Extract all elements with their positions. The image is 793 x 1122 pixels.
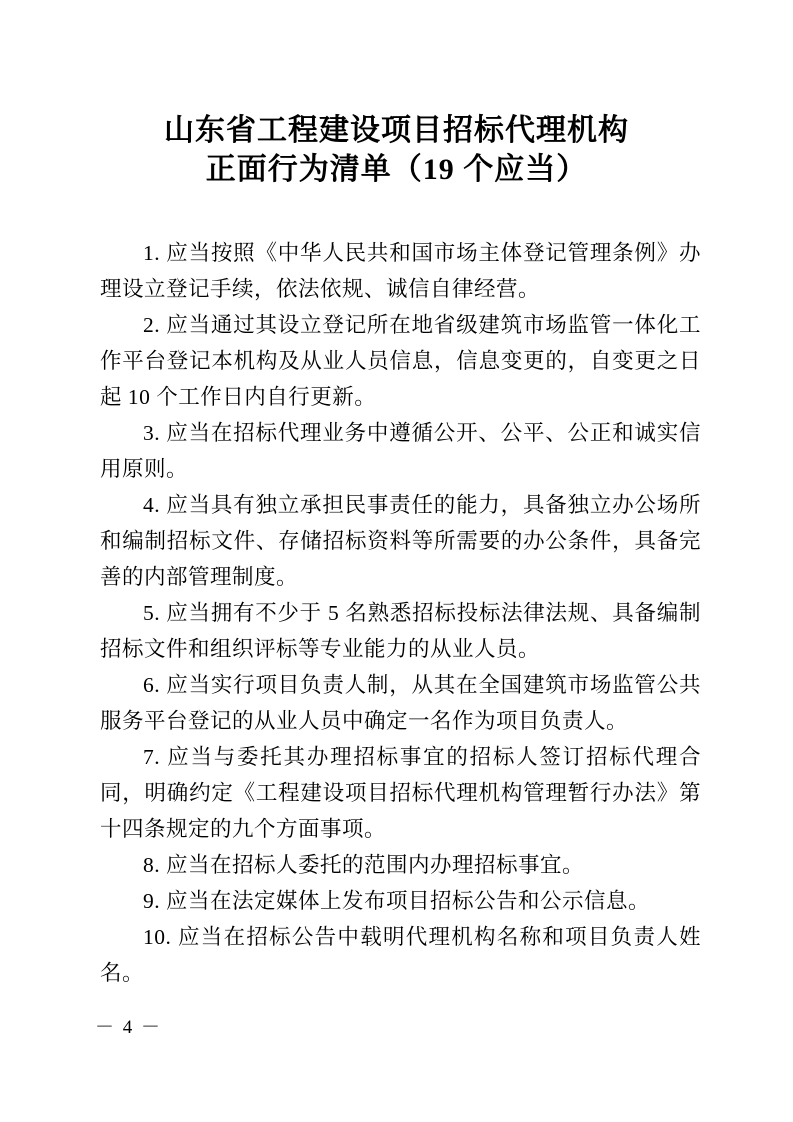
list-item-5: 5. 应当拥有不少于 5 名熟悉招标投标法律法规、具备编制招标文件和组织评标等专业能力的从业人员。 [100, 601, 701, 661]
title-line-2: 正面行为清单（19 个应当） [205, 153, 588, 186]
page-number: － 4 － [95, 1017, 163, 1038]
document-title [0, 0, 793, 189]
list-item-4: 4. 应当具有独立承担民事责任的能力，具备独立办公场所和编制招标文件、存储招标资料等所需要的办公条件，具备完善的内部管理制度。 [100, 493, 701, 589]
list-item-1: 1. 应当按照《中华人民共和国市场主体登记管理条例》办理设立登记手续，依法依规、诚信自律经营。 [100, 241, 701, 301]
list-item-9: 9. 应当在法定媒体上发布项目招标公告和公示信息。 [143, 889, 651, 913]
list-item-3: 3. 应当在招标代理业务中遵循公开、公平、公正和诚实信用原则。 [100, 421, 701, 481]
list-item-6: 6. 应当实行项目负责人制，从其在全国建筑市场监管公共服务平台登记的从业人员中确定一名作为项目负责人。 [100, 673, 701, 733]
list-item-2: 2. 应当通过其设立登记所在地省级建筑市场监管一体化工作平台登记本机构及从业人员信息，信息变更的，自变更之日起 10 个工作日内自行更新。 [100, 313, 701, 409]
list-item-7: 7. 应当与委托其办理招标事宜的招标人签订招标代理合同，明确约定《工程建设项目招标代理机构管理暂行办法》第十四条规定的九个方面事项。 [100, 745, 701, 841]
list-item-8: 8. 应当在招标人委托的范围内办理招标事宜。 [143, 853, 585, 877]
list-item-10: 10. 应当在招标公告中载明代理机构名称和项目负责人姓名。 [100, 925, 701, 985]
document-body [100, 235, 701, 991]
title-line-1: 山东省工程建设项目招标代理机构 [164, 114, 629, 147]
